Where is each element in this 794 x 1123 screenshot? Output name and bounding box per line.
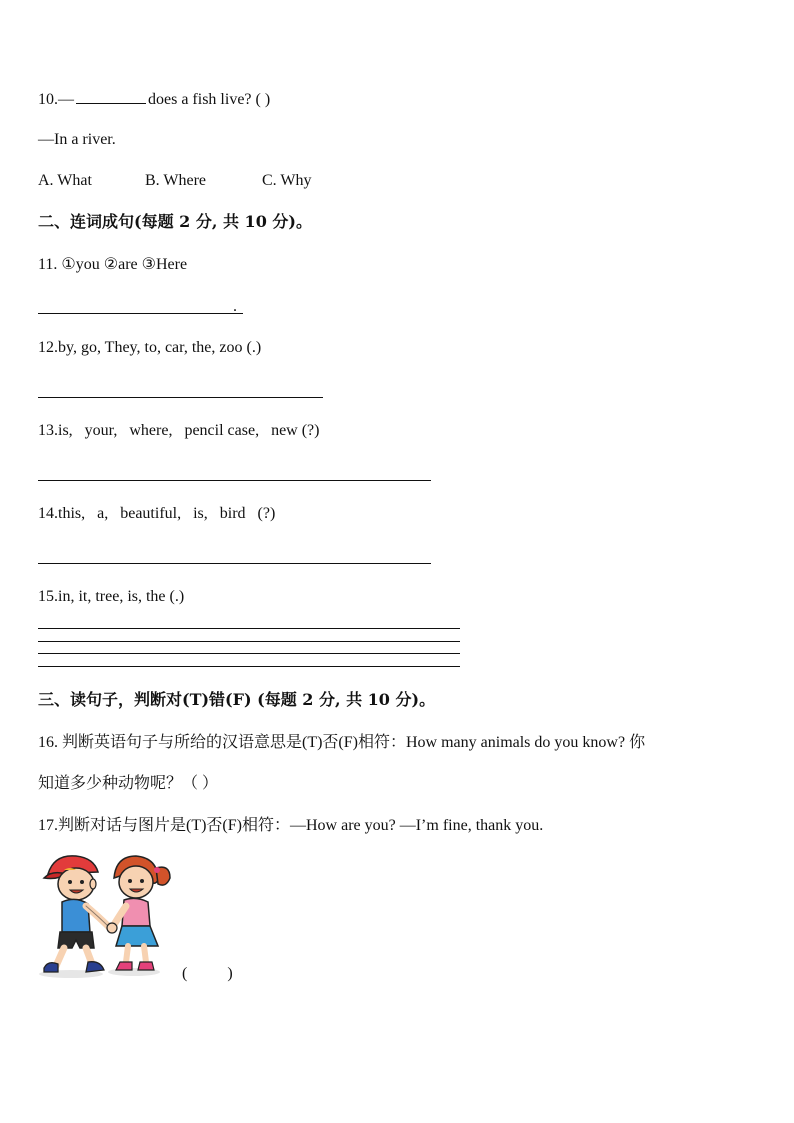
q10-option-c: C. Why [262,172,312,189]
boy-figure [44,856,110,972]
q10-option-a: A. What [38,172,92,189]
question-14: 14.this, a, beautiful, is, bird (?) [38,505,276,522]
kids-greeting-illustration [36,848,176,982]
q13-answer-line[interactable] [38,480,431,481]
q12-answer-line[interactable] [38,397,323,398]
question-12: 12.by, go, They, to, car, the, zoo (.) [38,339,262,356]
q15-answer-line-1[interactable] [38,628,460,629]
q15-answer-line-2[interactable] [38,641,460,642]
question-11: 11. ①you ②are ③Here [38,256,188,273]
q14-answer-line[interactable] [38,563,431,564]
question-16-line-1: 16. 判断英语句子与所给的汉语意思是(T)否(F)相符：How many animals do you know? 你 [38,734,646,751]
girl-figure [112,856,170,970]
q10-number: 10. [38,91,58,108]
q10-dash: — [58,91,74,108]
question-16-line-2: 知道多少种动物呢？（ ） [38,775,219,792]
q15-answer-line-3[interactable] [38,653,460,654]
question-17: 17.判断对话与图片是(T)否(F)相符：—How are you? —I’m fine, thank you. [38,817,544,834]
section-3-title: 三、读句子，判断对(T)错(F) (每题 2 分, 共 10 分)。 [38,690,436,709]
q11-answer-line[interactable] [38,313,243,314]
q10-answer-line: —In a river. [38,131,116,148]
q17-answer-paren[interactable]: ( ) [182,965,233,982]
q15-answer-line-4[interactable] [38,666,460,667]
question-15: 15.in, it, tree, is, the (.) [38,588,185,605]
q10-text: does a fish live? [148,91,252,108]
q10-options [38,170,311,192]
q10-blank[interactable] [76,87,146,104]
q10-option-b: B. Where [145,172,207,189]
section-2-title: 二、连词成句(每题 2 分, 共 10 分)。 [38,212,312,231]
q10-answer-paren[interactable]: ( ) [255,91,271,108]
question-13: 13.is, your, where, pencil case, new (?) [38,422,320,439]
question-10 [38,87,270,111]
q11-period: . [233,298,237,315]
